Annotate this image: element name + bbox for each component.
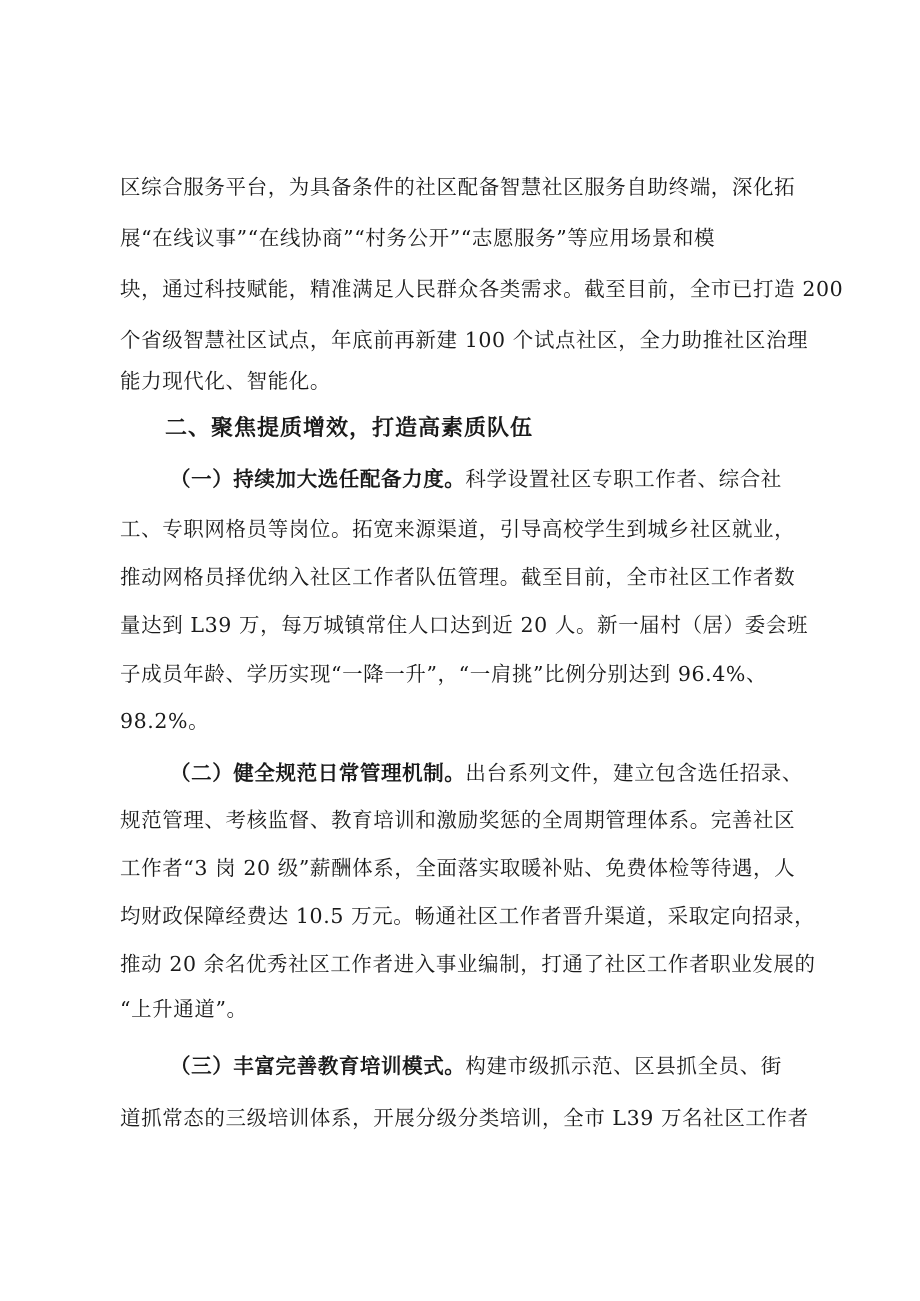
subsection-2-title: （二）健全规范日常管理机制。 <box>170 761 466 785</box>
subsection-3-text: 构建市级抓示范、区县抓全员、街 <box>465 1054 782 1078</box>
subsection-1-text: 科学设置社区专职工作者、综合社 <box>465 467 782 491</box>
paragraph-line: 推动网格员择优纳入社区工作者队伍管理。截至目前，全市社区工作者数 <box>120 565 796 589</box>
paragraph-line: 规范管理、考核监督、教育培训和激励奖惩的全周期管理体系。完善社区 <box>120 808 796 832</box>
subsection-1-first-line <box>170 464 820 494</box>
paragraph-line: 展“在线议事”“在线协商”“村务公开”“志愿服务”等应用场景和模 <box>120 226 716 250</box>
paragraph-line: 工、专职网格员等岗位。拓宽来源渠道，引导高校学生到城乡社区就业， <box>120 517 796 541</box>
section-heading: 二、聚焦提质增效，打造高素质队伍 <box>165 416 534 441</box>
paragraph-line: 推动 20 余名优秀社区工作者进入事业编制，打通了社区工作者职业发展的 <box>120 952 816 976</box>
paragraph-line: 均财政保障经费达 10.5 万元。畅通社区工作者晋升渠道，采取定向招录， <box>120 904 816 928</box>
paragraph-line: 块，通过科技赋能，精准满足人民群众各类需求。截至目前，全市已打造 200 <box>120 277 844 301</box>
paragraph-line: 道抓常态的三级培训体系，开展分级分类培训，全市 L39 万名社区工作者 <box>120 1106 809 1130</box>
paragraph-line: 98.2%。 <box>120 709 210 733</box>
subsection-3-first-line <box>170 1051 820 1081</box>
paragraph-line: 工作者“3 岗 20 级”薪酬体系，全面落实取暖补贴、免费体检等待遇，人 <box>120 856 796 880</box>
paragraph-line: “上升通道”。 <box>120 997 248 1021</box>
paragraph-line: 子成员年龄、学历实现“一降一升”，“一肩挑”比例分别达到 96.4%、 <box>120 662 768 686</box>
subsection-1-title: （一）持续加大选任配备力度。 <box>170 467 466 491</box>
paragraph-line: 量达到 L39 万，每万城镇常住人口达到近 20 人。新一届村（居）委会班 <box>120 613 809 637</box>
paragraph-line: 个省级智慧社区试点，年底前再新建 100 个试点社区，全力助推社区治理 <box>120 328 809 352</box>
subsection-2-text: 出台系列文件，建立包含选任招录、 <box>465 761 804 785</box>
subsection-2-first-line <box>170 758 820 788</box>
subsection-3-title: （三）丰富完善教育培训模式。 <box>170 1054 466 1078</box>
paragraph-line: 区综合服务平台，为具备条件的社区配备智慧社区服务自助终端，深化拓 <box>120 175 796 199</box>
paragraph-line: 能力现代化、智能化。 <box>120 369 331 393</box>
